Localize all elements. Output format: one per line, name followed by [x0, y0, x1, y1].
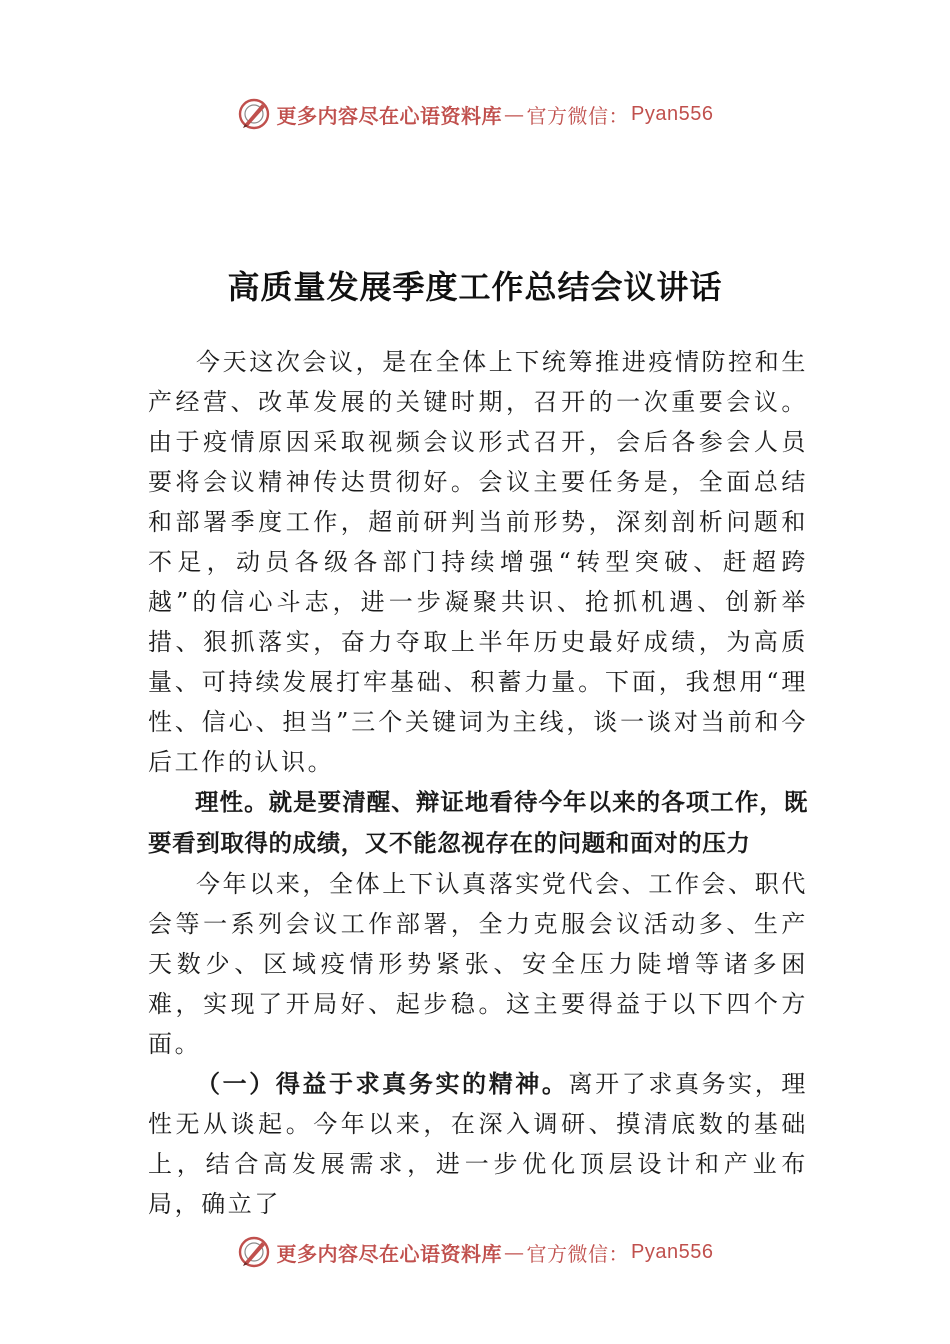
banner-separator: — — [504, 102, 525, 126]
pen-logo-icon — [237, 1235, 271, 1269]
banner-wechat-label: 官方微信： — [526, 1241, 630, 1266]
document-title: 高质量发展季度工作总结会议讲话 — [227, 268, 723, 306]
banner-separator: — — [504, 1240, 525, 1264]
banner-wechat-label: 官方微信： — [526, 103, 630, 128]
banner-account: Pyan556 — [631, 1240, 714, 1263]
banner-brand-text: 更多内容尽在心语资料库 — [276, 1241, 503, 1266]
footer-banner — [0, 1232, 950, 1272]
document-body — [148, 342, 808, 1224]
banner-account: Pyan556 — [631, 102, 714, 125]
subsection-text: 离开了求真务实，理性无从谈起。今年以来，在深入调研、摸清底数的基础上，结合高发展需求，进一步优化顶层设计和产业布局，确立了 — [148, 1070, 808, 1218]
header-banner — [0, 94, 950, 134]
banner-brand-text: 更多内容尽在心语资料库 — [276, 103, 503, 128]
intro-paragraph: 今天这次会议，是在全体上下统筹推进疫情防控和生产经营、改革发展的关键时期，召开的一次重要会议。由于疫情原因采取视频会议形式召开，会后各参会人员要将会议精神传达贯彻好。会议主要任务是，全面总结和部署季度工作，超前研判当前形势，深刻剖析问题和不足，动员各级各部门持续增强“转型突破、赶超跨越”的信心斗志，进一步凝聚共识、抢抓机遇、创新举措、狠抓落实，奋力夺取上半年历史最好成绩，为高质量、可持续发展打牢基础、积蓄力量。下面，我想用“理性、信心、担当”三个关键词为主线，谈一谈对当前和今后工作的认识。 — [148, 348, 808, 776]
section-heading: 理性。就是要清醒、辩证地看待今年以来的各项工作，既要看到取得的成绩，又不能忽视存在的问题和面对的压力 — [148, 788, 808, 857]
subsection-paragraph — [148, 1064, 808, 1224]
body-paragraph: 今年以来，全体上下认真落实党代会、工作会、职代会等一系列会议工作部署，全力克服会议活动多、生产天数少、区域疫情形势紧张、安全压力陡增等诸多困难，实现了开局好、起步稳。这主要得益于以下四个方面。 — [148, 870, 808, 1058]
subsection-heading: （一）得益于求真务实的精神。 — [196, 1069, 569, 1098]
pen-logo-icon — [237, 97, 271, 131]
